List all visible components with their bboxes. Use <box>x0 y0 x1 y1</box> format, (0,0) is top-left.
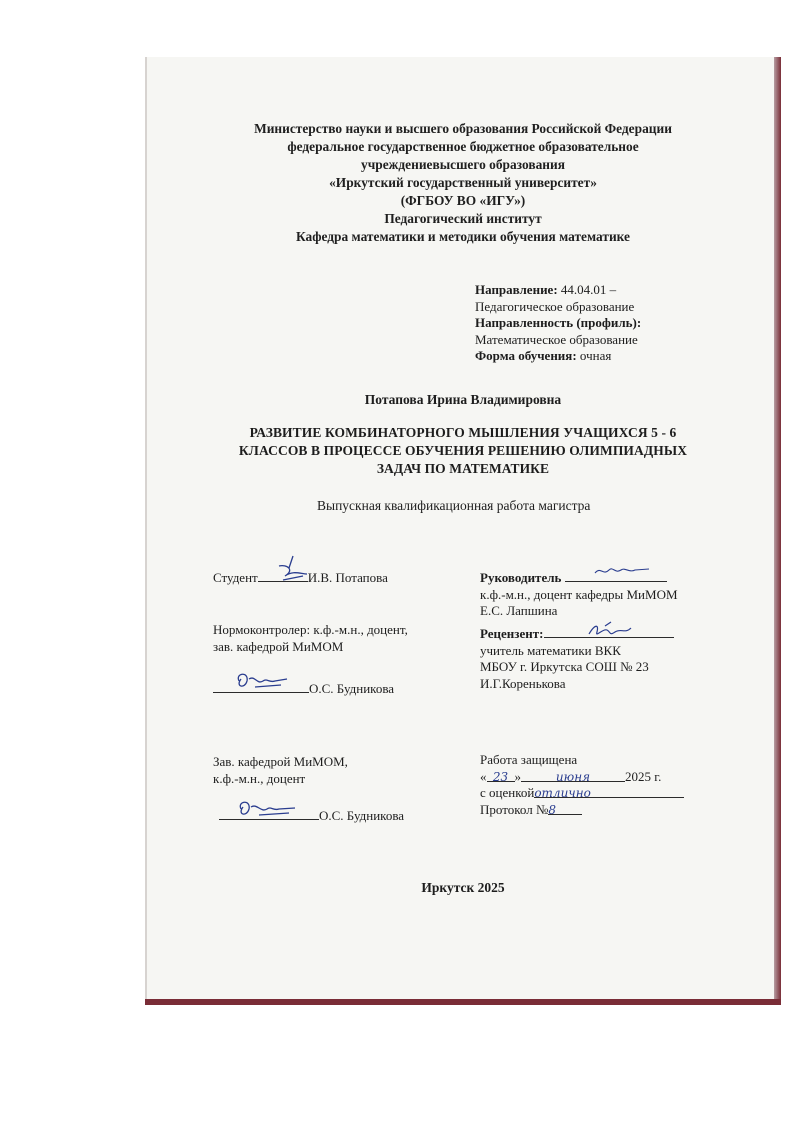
profile-value: Математическое образование <box>475 331 638 347</box>
department-name: Кафедра математики и методики обучения математике <box>296 229 630 244</box>
defense-date-line <box>480 769 770 786</box>
thesis-title-line-3: ЗАДАЧ ПО МАТЕМАТИКЕ <box>376 461 550 476</box>
normcontroller-signature <box>233 669 293 695</box>
profile-label: Направленность (профиль): <box>475 315 642 330</box>
supervisor-name: Е.С. Лапшина <box>480 603 558 618</box>
protocol-number: 8 <box>548 802 556 817</box>
supervisor-signature <box>593 564 653 578</box>
protocol-field <box>548 802 582 815</box>
scanned-title-page <box>145 57 781 1005</box>
head-signature <box>235 797 305 823</box>
normcontroller-name: О.С. Будникова <box>309 681 395 696</box>
date-year: 2025 г. <box>625 768 662 784</box>
ministry-line: Министерство науки и высшего образования Российской Федерации <box>254 121 672 136</box>
supervisor-position: к.ф.-м.н., доцент кафедры МиМОМ <box>480 586 678 602</box>
student-line <box>213 569 473 587</box>
protocol-label: Протокол № <box>480 801 549 817</box>
form-label: Форма обучения: <box>475 348 577 363</box>
thesis-title-line-2: КЛАССОВ В ПРОЦЕССЕ ОБУЧЕНИЯ РЕШЕНИЮ ОЛИМПИАДНЫХ <box>238 443 688 458</box>
thesis-title-line-1: РАЗВИТИЕ КОМБИНАТОРНОГО МЫШЛЕНИЯ УЧАЩИХСЯ 5 - 6 <box>249 425 677 440</box>
date-close-quote: » <box>514 768 521 784</box>
date-month: июня <box>555 769 591 784</box>
normcontroller-title: Нормоконтролер: к.ф.-м.н., доцент, <box>213 622 408 637</box>
city-year: Иркутск 2025 <box>421 880 505 895</box>
form-line <box>475 348 765 365</box>
grade-line <box>480 785 770 802</box>
date-month-field <box>521 769 625 782</box>
university-name: «Иркутский государственный университет» <box>329 175 597 190</box>
form-value: очная <box>579 348 612 363</box>
date-open-quote: « <box>480 768 487 784</box>
grade-label: с оценкой <box>480 785 535 800</box>
head-title: Зав. кафедрой МиМОМ, <box>213 754 348 769</box>
institution-type-line: федеральное государственное бюджетное образовательное <box>287 139 639 154</box>
work-type: Выпускная квалификационная работа магистра <box>317 498 591 513</box>
direction-line <box>475 282 765 299</box>
defended-label: Работа защищена <box>480 752 578 767</box>
normcontroller-block <box>213 622 473 655</box>
direction-code: 44.04.01 – <box>560 282 617 297</box>
author-name: Потапова Ирина Владимировна <box>364 392 562 407</box>
grade-field <box>534 785 684 798</box>
reviewer-label: Рецензент: <box>480 626 544 641</box>
head-degree: к.ф.-м.н., доцент <box>213 770 306 786</box>
date-day: 23 <box>492 769 509 784</box>
binding-edge-bottom <box>145 999 781 1005</box>
institution-type-line-2: учреждениевысшего образования <box>361 157 565 172</box>
head-of-department-block <box>213 754 473 787</box>
direction-value: Педагогическое образование <box>475 298 635 314</box>
date-day-field <box>487 769 515 782</box>
university-abbreviation: (ФГБОУ ВО «ИГУ») <box>400 193 526 208</box>
defense-block <box>480 752 770 818</box>
direction-label: Направление: <box>475 282 558 297</box>
institute-name: Педагогический институт <box>384 211 542 226</box>
normcontroller-position: зав. кафедрой МиМОМ <box>213 638 344 654</box>
student-name: И.В. Потапова <box>307 570 388 585</box>
supervisor-label: Руководитель <box>480 570 562 585</box>
student-signature <box>273 554 313 586</box>
reviewer-position: учитель математики ВКК <box>480 642 621 658</box>
head-name: О.С. Будникова <box>319 808 405 823</box>
student-label: Студент <box>213 570 258 585</box>
grade-value: отлично <box>534 786 591 800</box>
reviewer-name: И.Г.Коренькова <box>480 675 566 691</box>
reviewer-signature <box>585 620 645 640</box>
protocol-line <box>480 802 770 819</box>
program-info <box>475 282 765 365</box>
reviewer-school: МБОУ г. Иркутска СОШ № 23 <box>480 659 649 674</box>
